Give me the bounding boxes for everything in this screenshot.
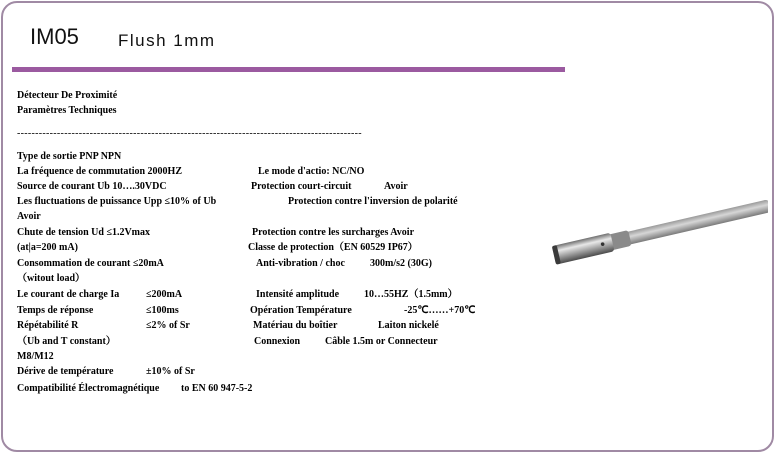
dashed-separator: ----------------------------------------------------------------------------------------------- — [17, 128, 362, 139]
spec-temperature-label: Opération Température — [250, 305, 352, 316]
spec-ripple: Les fluctuations de puissance Upp ≤10% of Ub — [17, 196, 217, 207]
spec-protection-class: Classe de protection（EN 60529 IP67） — [248, 242, 418, 253]
spec-supply-voltage: Source de courant Ub 10….30VDC — [17, 181, 167, 192]
spec-current-consumption-note: （witout load） — [17, 273, 86, 284]
spec-housing-material-value: Laiton nickelé — [378, 320, 439, 331]
spec-connector-type: M8/M12 — [17, 351, 54, 362]
sensor-cable — [623, 199, 768, 245]
spec-switching-frequency: La fréquence de commutation 2000HZ — [17, 166, 182, 177]
intro-title: Détecteur De Proximité — [17, 90, 118, 101]
spec-emc-value: to EN 60 947-5-2 — [181, 383, 253, 394]
spec-housing-material-label: Matériau du boîtier — [253, 320, 338, 331]
model-title: IM05 — [30, 24, 79, 49]
spec-voltage-drop-note: (at|a=200 mA) — [17, 242, 78, 253]
spec-temperature-drift-value: ±10% of Sr — [146, 366, 195, 377]
spec-short-circuit-value: Avoir — [384, 181, 408, 192]
intro-subtitle: Paramètres Techniques — [17, 105, 117, 116]
spec-vibration-value: 300m/s2 (30G) — [370, 258, 432, 269]
spec-temperature-drift-label: Dérive de température — [17, 366, 114, 377]
spec-repeatability-note: （Ub and T constant） — [17, 336, 116, 347]
spec-output-type: Type de sortie PNP NPN — [17, 151, 122, 162]
spec-amplitude-label: Intensité amplitude — [256, 289, 340, 300]
spec-reverse-polarity-value: Avoir — [17, 211, 41, 222]
spec-reverse-polarity-label: Protection contre l'inversion de polarité — [288, 196, 458, 207]
spec-repeatability-value: ≤2% of Sr — [146, 320, 190, 331]
spec-amplitude-value: 10…55HZ（1.5mm） — [364, 289, 458, 300]
header-divider — [12, 67, 565, 72]
spec-response-time-label: Temps de réponse — [17, 305, 94, 316]
spec-temperature-value: -25℃……+70℃ — [404, 305, 476, 316]
spec-load-current-label: Le courant de charge Ia — [17, 289, 120, 300]
spec-response-time-value: ≤100ms — [146, 305, 179, 316]
proximity-sensor-image — [548, 195, 768, 275]
spec-current-consumption: Consommation de courant ≤20mA — [17, 258, 164, 269]
spec-mode: Le mode d'actio: NC/NO — [258, 166, 365, 177]
sensor-barrel — [552, 233, 615, 265]
spec-vibration-label: Anti-vibration / choc — [256, 258, 345, 269]
spec-voltage-drop: Chute de tension Ud ≤1.2Vmax — [17, 227, 150, 238]
model-subtitle: Flush 1mm — [118, 31, 216, 50]
spec-connection-value: Câble 1.5m or Connecteur — [325, 336, 438, 347]
spec-overload-protection: Protection contre les surcharges Avoir — [252, 227, 415, 238]
spec-load-current-value: ≤200mA — [146, 289, 183, 300]
spec-connection-label: Connexion — [254, 336, 301, 347]
spec-repeatability-label: Répétabilité R — [17, 320, 79, 331]
spec-emc-label: Compatibilité Électromagnétique — [17, 383, 160, 394]
spec-short-circuit-label: Protection court-circuit — [251, 181, 352, 192]
